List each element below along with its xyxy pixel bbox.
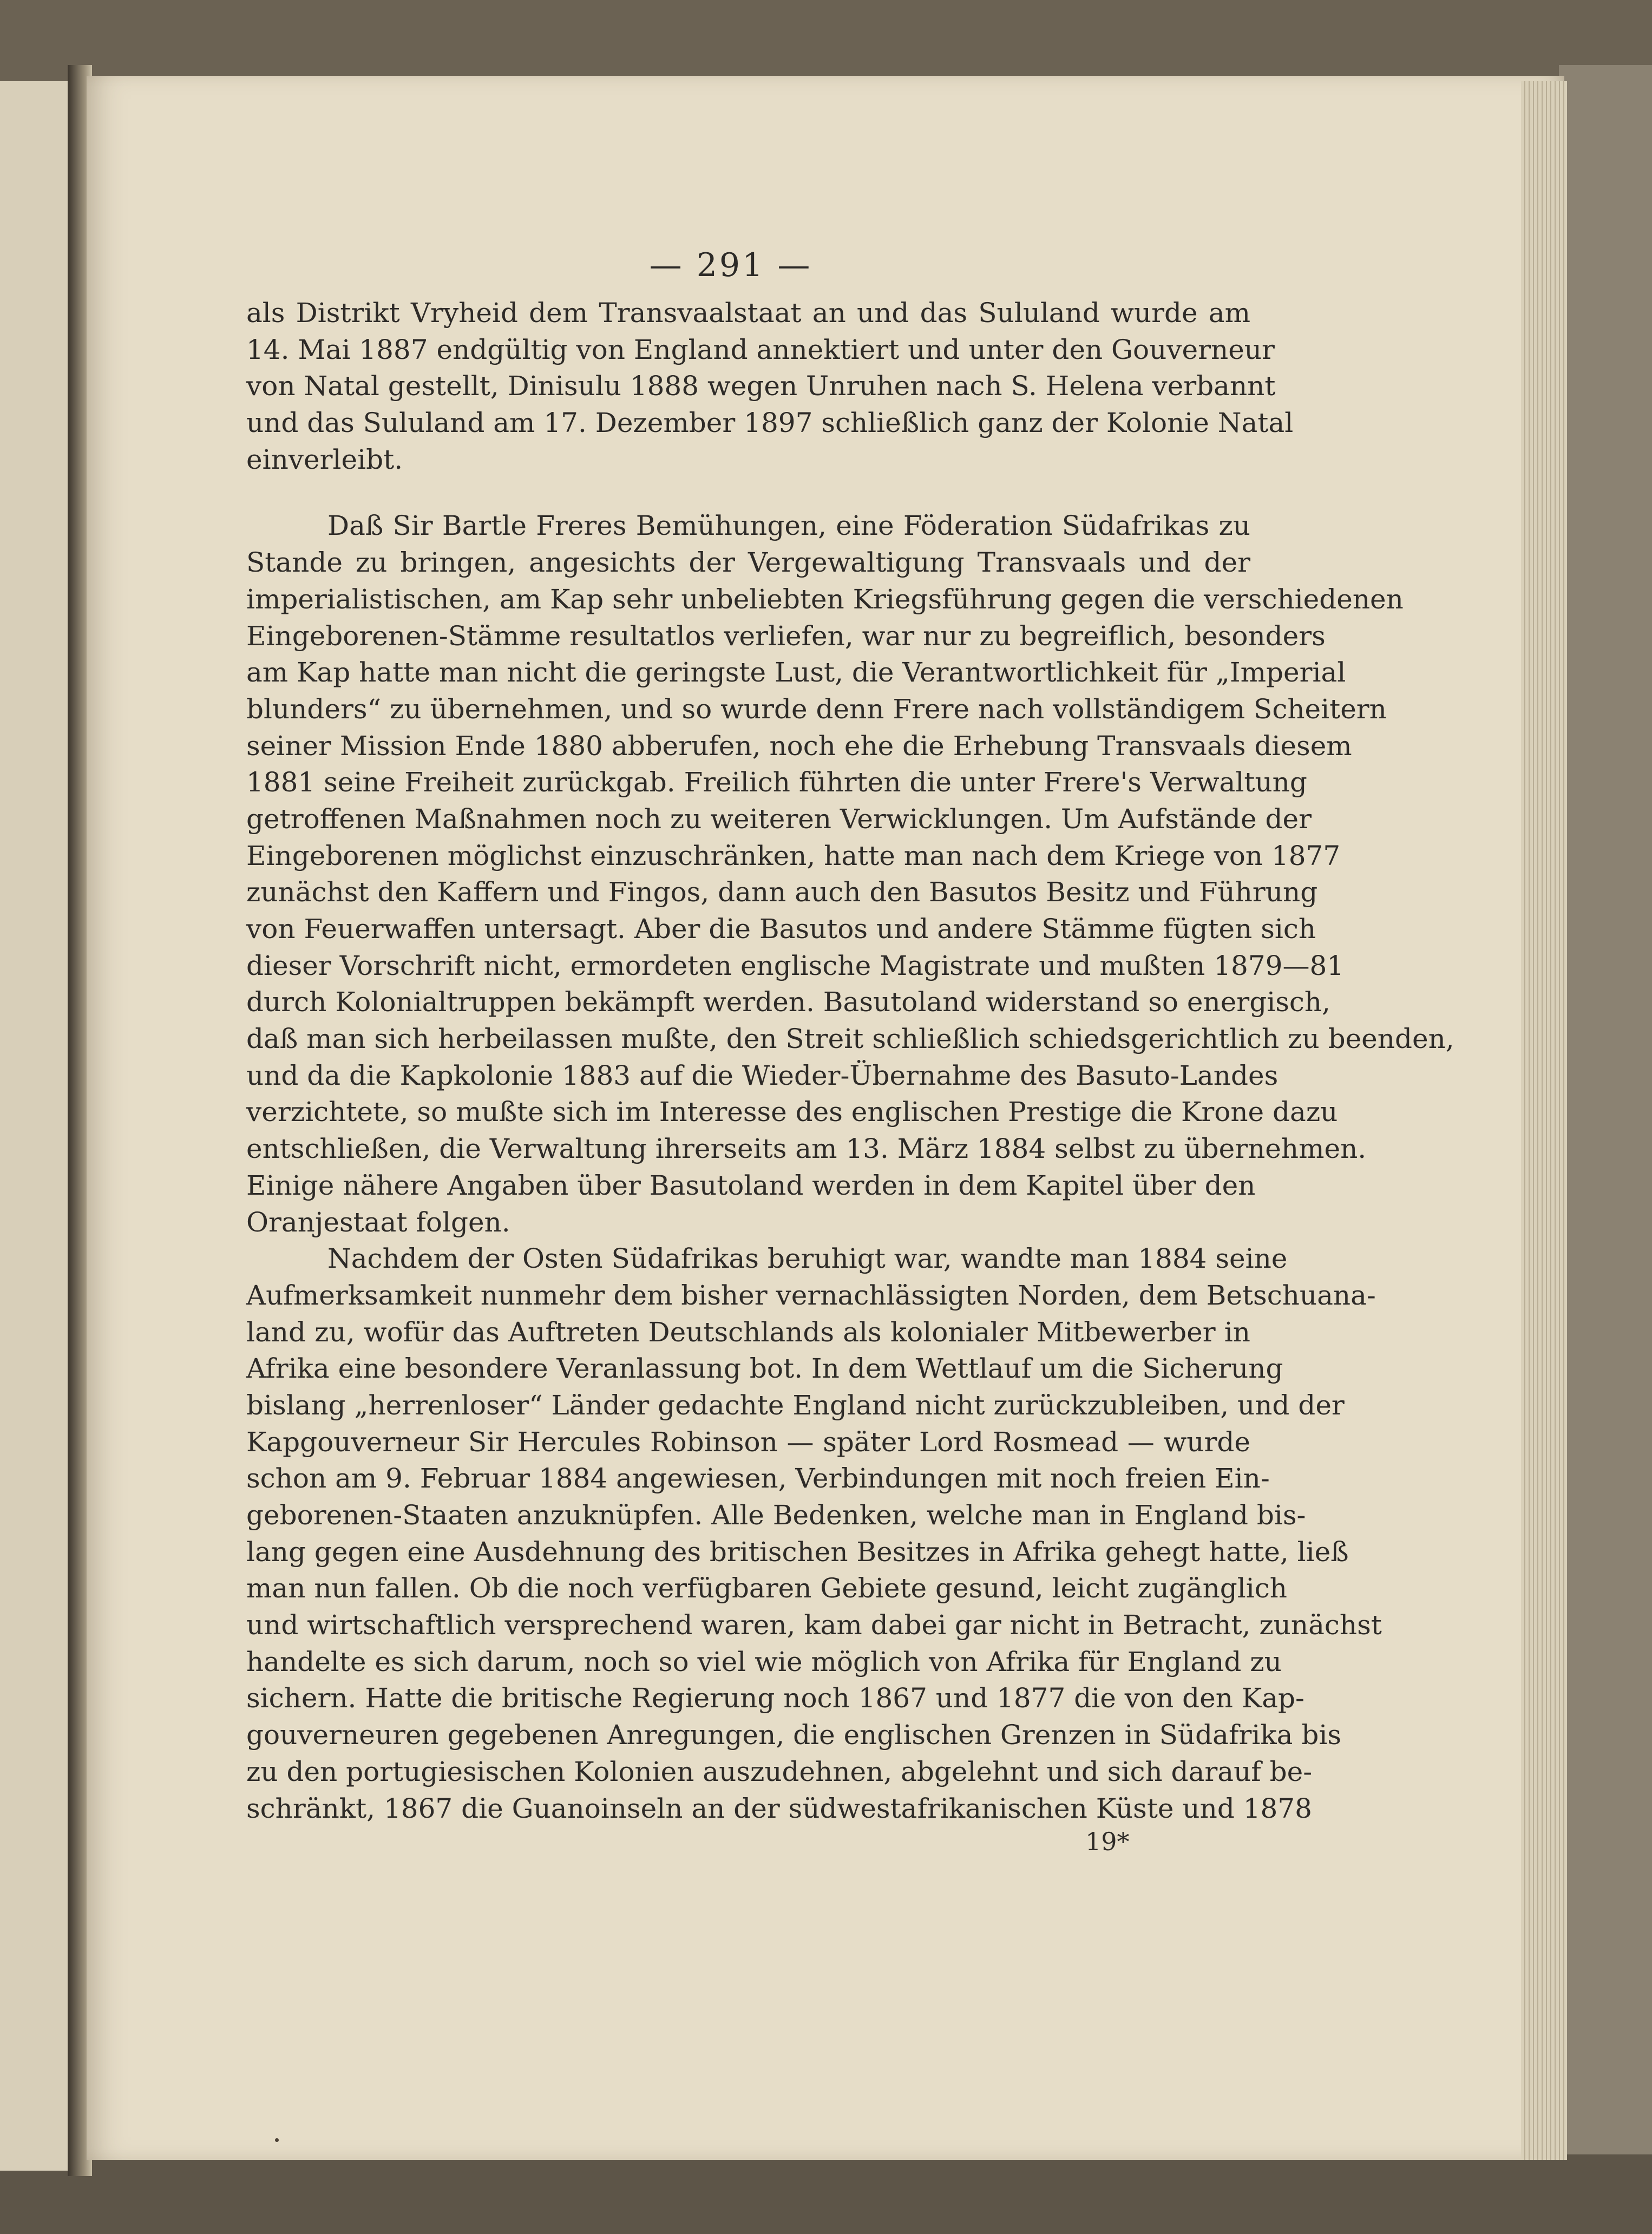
text-line: als Distrikt Vryheid dem Transvaalstaat an und das Sululand wurde am [246, 297, 1250, 329]
text-line: von Natal gestellt, Dinisulu 1888 wegen Unruhen nach S. Helena verbannt [246, 370, 1276, 402]
text-line: lang gegen eine Ausdehnung des britischen Besitzes in Afrika gehegt hatte, ließ [246, 1536, 1349, 1568]
left-page-edge [0, 81, 73, 2171]
signature-mark: 19* [1085, 1827, 1130, 1856]
text-line: bislang „herrenloser“ Länder gedachte England nicht zurückzubleiben, und der [246, 1389, 1345, 1421]
text-line: Afrika eine besondere Veranlassung bot. In dem Wettlauf um die Sicherung [246, 1353, 1283, 1385]
text-line: geborenen-Staaten anzuknüpfen. Alle Bedenken, welche man in England bis- [246, 1499, 1306, 1531]
paragraph-gap [246, 478, 1250, 508]
text-line: Oranjestaat folgen. [246, 1206, 510, 1238]
text-line: Stande zu bringen, angesichts der Vergewaltigung Transvaals und der [246, 547, 1250, 579]
text-line: land zu, wofür das Auftreten Deutschlands als kolonialer Mitbewerber in [246, 1316, 1250, 1348]
text-line: dieser Vorschrift nicht, ermordeten englische Magistrate und mußten 1879—81 [246, 949, 1345, 981]
text-line: getroffenen Maßnahmen noch zu weiteren Verwicklungen. Um Aufstände der [246, 803, 1312, 835]
text-line: und wirtschaftlich versprechend waren, kam dabei gar nicht in Betracht, zunächst [246, 1609, 1382, 1641]
text-line: schränkt, 1867 die Guanoinseln an der südwestafrikanischen Küste und 1878 [246, 1792, 1312, 1824]
text-line: blunders“ zu übernehmen, und so wurde denn Frere nach vollständigem Scheitern [246, 693, 1387, 725]
book-cover-right [1559, 65, 1652, 2176]
text-line: Daß Sir Bartle Freres Bemühungen, eine Föderation Südafrikas zu [327, 510, 1250, 542]
text-line: Kapgouverneur Sir Hercules Robinson — später Lord Rosmead — wurde [246, 1426, 1250, 1458]
text-line: am Kap hatte man nicht die geringste Lust, die Verantwortlichkeit für „Imperial [246, 657, 1346, 689]
text-line: Einige nähere Angaben über Basutoland werden in dem Kapitel über den [246, 1169, 1256, 1201]
text-line: gouverneuren gegebenen Anregungen, die englischen Grenzen in Südafrika bis [246, 1719, 1341, 1751]
book-cover-top [0, 0, 1652, 81]
paper-speck [275, 2138, 279, 2142]
text-line: handelte es sich darum, noch so viel wie möglich von Afrika für England zu [246, 1646, 1282, 1678]
book-cover-bottom [0, 2154, 1652, 2234]
text-line: entschließen, die Verwaltung ihrerseits am 13. März 1884 selbst zu übernehmen. [246, 1133, 1367, 1165]
page-number: — 291 — [649, 246, 812, 284]
text-line: Eingeborenen-Stämme resultatlos verliefen, war nur zu begreiflich, besonders [246, 620, 1326, 652]
text-line: und da die Kapkolonie 1883 auf die Wieder-Übernahme des Basuto-Landes [246, 1059, 1279, 1091]
text-line: imperialistischen, am Kap sehr unbeliebten Kriegsführung gegen die verschiedenen [246, 583, 1404, 615]
text-line: zunächst den Kaffern und Fingos, dann auch den Basutos Besitz und Führung [246, 876, 1318, 908]
text-line: sichern. Hatte die britische Regierung noch 1867 und 1877 die von den Kap- [246, 1682, 1304, 1714]
text-line: Eingeborenen möglichst einzuschränken, hatte man nach dem Kriege von 1877 [246, 840, 1341, 872]
text-line: verzichtete, so mußte sich im Interesse des englischen Prestige die Krone dazu [246, 1096, 1338, 1128]
text-line: schon am 9. Februar 1884 angewiesen, Verbindungen mit noch freien Ein- [246, 1463, 1270, 1495]
text-line: 14. Mai 1887 endgültig von England annektiert und unter den Gouverneur [246, 333, 1275, 365]
text-line: zu den portugiesischen Kolonien auszudehnen, abgelehnt und sich darauf be- [246, 1755, 1313, 1787]
text-line: einverleibt. [246, 443, 403, 475]
text-line: und das Sululand am 17. Dezember 1897 schließlich ganz der Kolonie Natal [246, 407, 1294, 439]
text-line: durch Kolonialtruppen bekämpft werden. Basutoland widerstand so energisch, [246, 986, 1330, 1018]
text-line: man nun fallen. Ob die noch verfügbaren Gebiete gesund, leicht zugänglich [246, 1573, 1287, 1604]
body-text [246, 295, 1454, 1827]
text-line: daß man sich herbeilassen mußte, den Streit schließlich schiedsgerichtlich zu beenden, [246, 1023, 1454, 1055]
text-line: 1881 seine Freiheit zurückgab. Freilich führten die unter Frere's Verwaltung [246, 766, 1307, 798]
text-line: Aufmerksamkeit nunmehr dem bisher vernachlässigten Norden, dem Betschuana- [246, 1279, 1376, 1311]
page-stack-edges [1521, 81, 1567, 2160]
text-line: von Feuerwaffen untersagt. Aber die Basutos und andere Stämme fügten sich [246, 913, 1316, 945]
text-line: seiner Mission Ende 1880 abberufen, noch ehe die Erhebung Transvaals diesem [246, 730, 1352, 762]
text-line: Nachdem der Osten Südafrikas beruhigt war, wandte man 1884 seine [327, 1243, 1288, 1275]
